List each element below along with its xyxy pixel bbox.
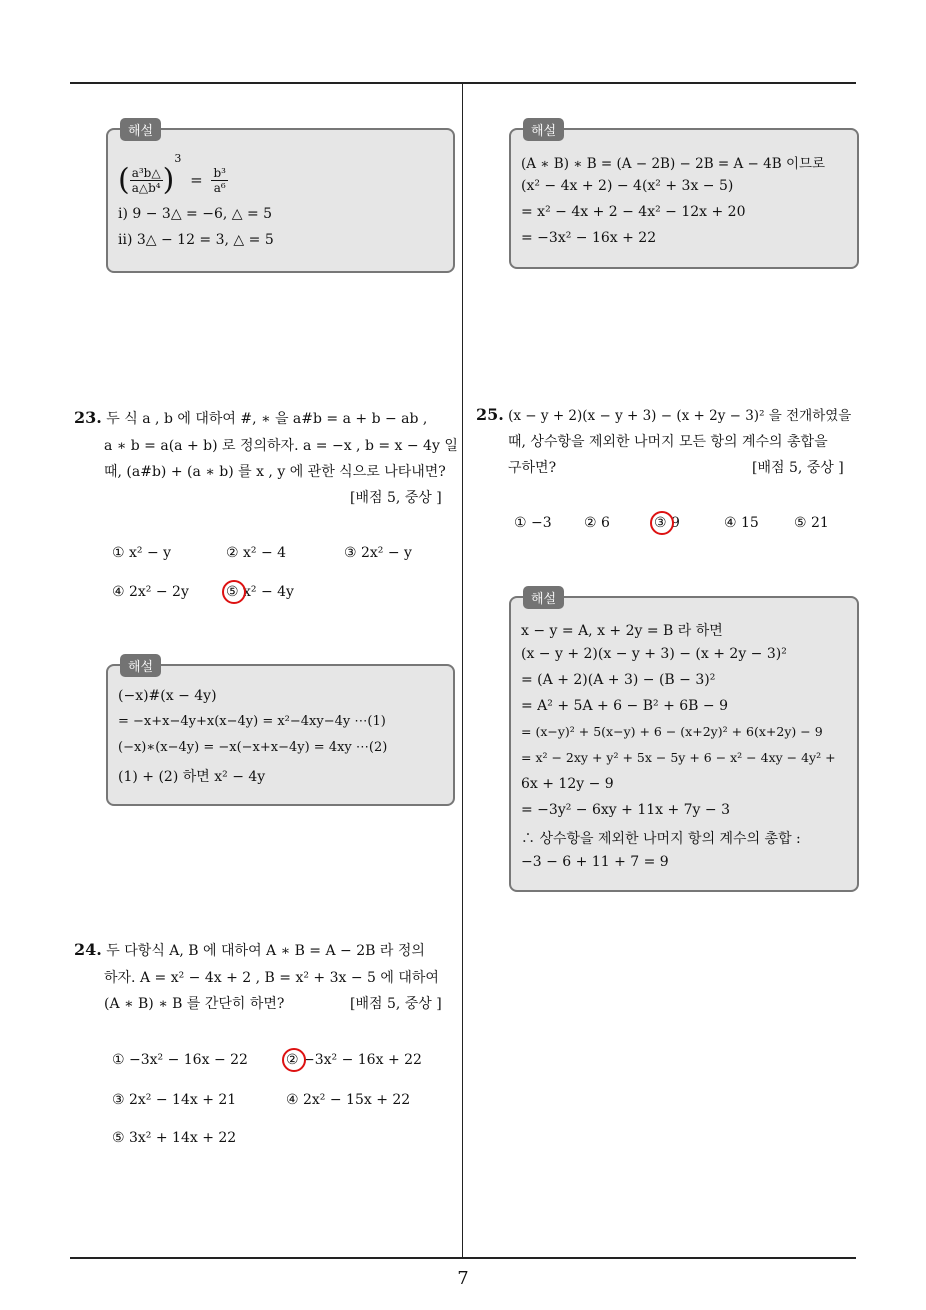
solution-line: ⅱ) 3△ − 12 = 3, △ = 5 bbox=[118, 232, 274, 248]
solution-line: 6x + 12y − 9 bbox=[521, 776, 614, 792]
option-3[interactable]: ③ 9 bbox=[654, 515, 680, 531]
solution-line: = x² − 4x + 2 − 4x² − 12x + 20 bbox=[521, 204, 746, 220]
question-line: 하자. A = x² − 4x + 2 , B = x² + 3x − 5 에 대하여 bbox=[104, 970, 439, 986]
fraction-lhs: $\frac{\text{a³b△}}{\text{a△b⁴}}$ bbox=[131, 165, 161, 195]
solution-line: (x² − 4x + 2) − 4(x² + 3x − 5) bbox=[521, 178, 734, 194]
question-line: a ∗ b = a(a + b) 로 정의하자. a = −x , b = x − 4y 일 bbox=[104, 438, 458, 454]
option-5[interactable]: ⑤ x² − 4y bbox=[226, 584, 294, 600]
question-line: (A ∗ B) ∗ B 를 간단히 하면? bbox=[104, 996, 285, 1012]
question-number: 24. bbox=[74, 940, 102, 959]
solution-tag: 해설 bbox=[120, 654, 161, 677]
solution-line: ∴ 상수항을 제외한 나머지 항의 계수의 총합 : bbox=[521, 831, 801, 847]
column-divider bbox=[462, 84, 463, 1259]
bottom-rule bbox=[70, 1257, 856, 1259]
question-line: 때, 상수항을 제외한 나머지 모든 항의 계수의 총합을 bbox=[508, 434, 828, 450]
solution-line: ⅰ) 9 − 3△ = −6, △ = 5 bbox=[118, 206, 273, 222]
solution-box-22 bbox=[106, 124, 455, 273]
option-5[interactable]: ⑤ 21 bbox=[794, 515, 829, 531]
top-rule bbox=[70, 82, 856, 84]
solution-line: = A² + 5A + 6 − B² + 6B − 9 bbox=[521, 698, 728, 714]
question-number: 23. bbox=[74, 408, 102, 427]
solution-line: (x − y + 2)(x − y + 3) − (x + 2y − 3)² bbox=[521, 646, 787, 662]
question-line: 때, (a#b) + (a ∗ b) 를 x , y 에 관한 식으로 나타내면? bbox=[104, 464, 446, 480]
solution-tag: 해설 bbox=[120, 118, 161, 141]
option-1[interactable]: ① x² − y bbox=[112, 545, 172, 561]
solution-line: (A ∗ B) ∗ B = (A − 2B) − 2B = A − 4B 이므로 bbox=[521, 156, 826, 172]
solution-line: = x² − 2xy + y² + 5x − 5y + 6 − x² − 4xy − 4y² + bbox=[521, 750, 836, 765]
option-4[interactable]: ④ 15 bbox=[724, 515, 759, 531]
question-number: 25. bbox=[476, 405, 504, 424]
solution-line: = −3x² − 16x + 22 bbox=[521, 230, 657, 246]
fraction-rhs: $\frac{\text{b³}}{\text{a⁶}}$ bbox=[213, 165, 226, 195]
option-3[interactable]: ③ 2x² − 14x + 21 bbox=[112, 1092, 237, 1108]
page-number: 7 bbox=[457, 1268, 469, 1289]
solution-tag: 해설 bbox=[523, 586, 564, 609]
question-line: 25. (x − y + 2)(x − y + 3) − (x + 2y − 3)² 을 전개하였을 bbox=[476, 405, 852, 424]
solution-line: = −x+x−4y+x(x−4y) = x²−4xy−4y ⋯(1) bbox=[118, 714, 386, 729]
solution-box-23 bbox=[106, 660, 455, 806]
question-line: 구하면? bbox=[508, 460, 557, 476]
solution-line: −3 − 6 + 11 + 7 = 9 bbox=[521, 854, 669, 870]
answer-circle-mark bbox=[282, 1048, 306, 1072]
solution-line: x − y = A, x + 2y = B 라 하면 bbox=[521, 623, 723, 639]
solution-box-25 bbox=[509, 592, 859, 892]
solution-line: (−x)#(x − 4y) bbox=[118, 688, 217, 704]
option-4[interactable]: ④ 2x² − 15x + 22 bbox=[286, 1092, 411, 1108]
score-label: [배점 5, 중상 ] bbox=[752, 460, 844, 476]
option-1[interactable]: ① −3 bbox=[514, 515, 552, 531]
score-label: [배점 5, 중상 ] bbox=[350, 996, 442, 1012]
solution-line: = −3y² − 6xy + 11x + 7y − 3 bbox=[521, 802, 731, 818]
solution-line: = (x−y)² + 5(x−y) + 6 − (x+2y)² + 6(x+2y) − 9 bbox=[521, 724, 823, 739]
option-5[interactable]: ⑤ 3x² + 14x + 22 bbox=[112, 1130, 237, 1146]
score-label: [배점 5, 중상 ] bbox=[350, 490, 442, 506]
option-2[interactable]: ② 6 bbox=[584, 515, 610, 531]
solution-line: (1) + (2) 하면 x² − 4y bbox=[118, 769, 266, 785]
solution-line: = (A + 2)(A + 3) − (B − 3)² bbox=[521, 672, 716, 688]
option-4[interactable]: ④ 2x² − 2y bbox=[112, 584, 189, 600]
question-line: 23. 두 식 a , b 에 대하여 #, ∗ 을 a#b = a + b − ab , bbox=[74, 408, 428, 427]
option-1[interactable]: ① −3x² − 16x − 22 bbox=[112, 1052, 248, 1068]
option-2[interactable]: ② x² − 4 bbox=[226, 545, 287, 561]
solution-tag: 해설 bbox=[523, 118, 564, 141]
solution-line: (−x)∗(x−4y) = −x(−x+x−4y) = 4xy ⋯(2) bbox=[118, 740, 388, 755]
solution-equation: ( $\frac{\text{a³b△}}{\text{a△b⁴}}$ )$^3$ = $\frac{\text{b³}}{\text{a⁶}}$ bbox=[118, 152, 226, 198]
answer-circle-mark bbox=[650, 511, 674, 535]
option-3[interactable]: ③ 2x² − y bbox=[344, 545, 412, 561]
solution-box-24 bbox=[509, 124, 859, 269]
answer-circle-mark bbox=[222, 580, 246, 604]
option-2[interactable]: ② −3x² − 16x + 22 bbox=[286, 1052, 422, 1068]
question-line: 24. 두 다항식 A, B 에 대하여 A ∗ B = A − 2B 라 정의 bbox=[74, 940, 425, 959]
